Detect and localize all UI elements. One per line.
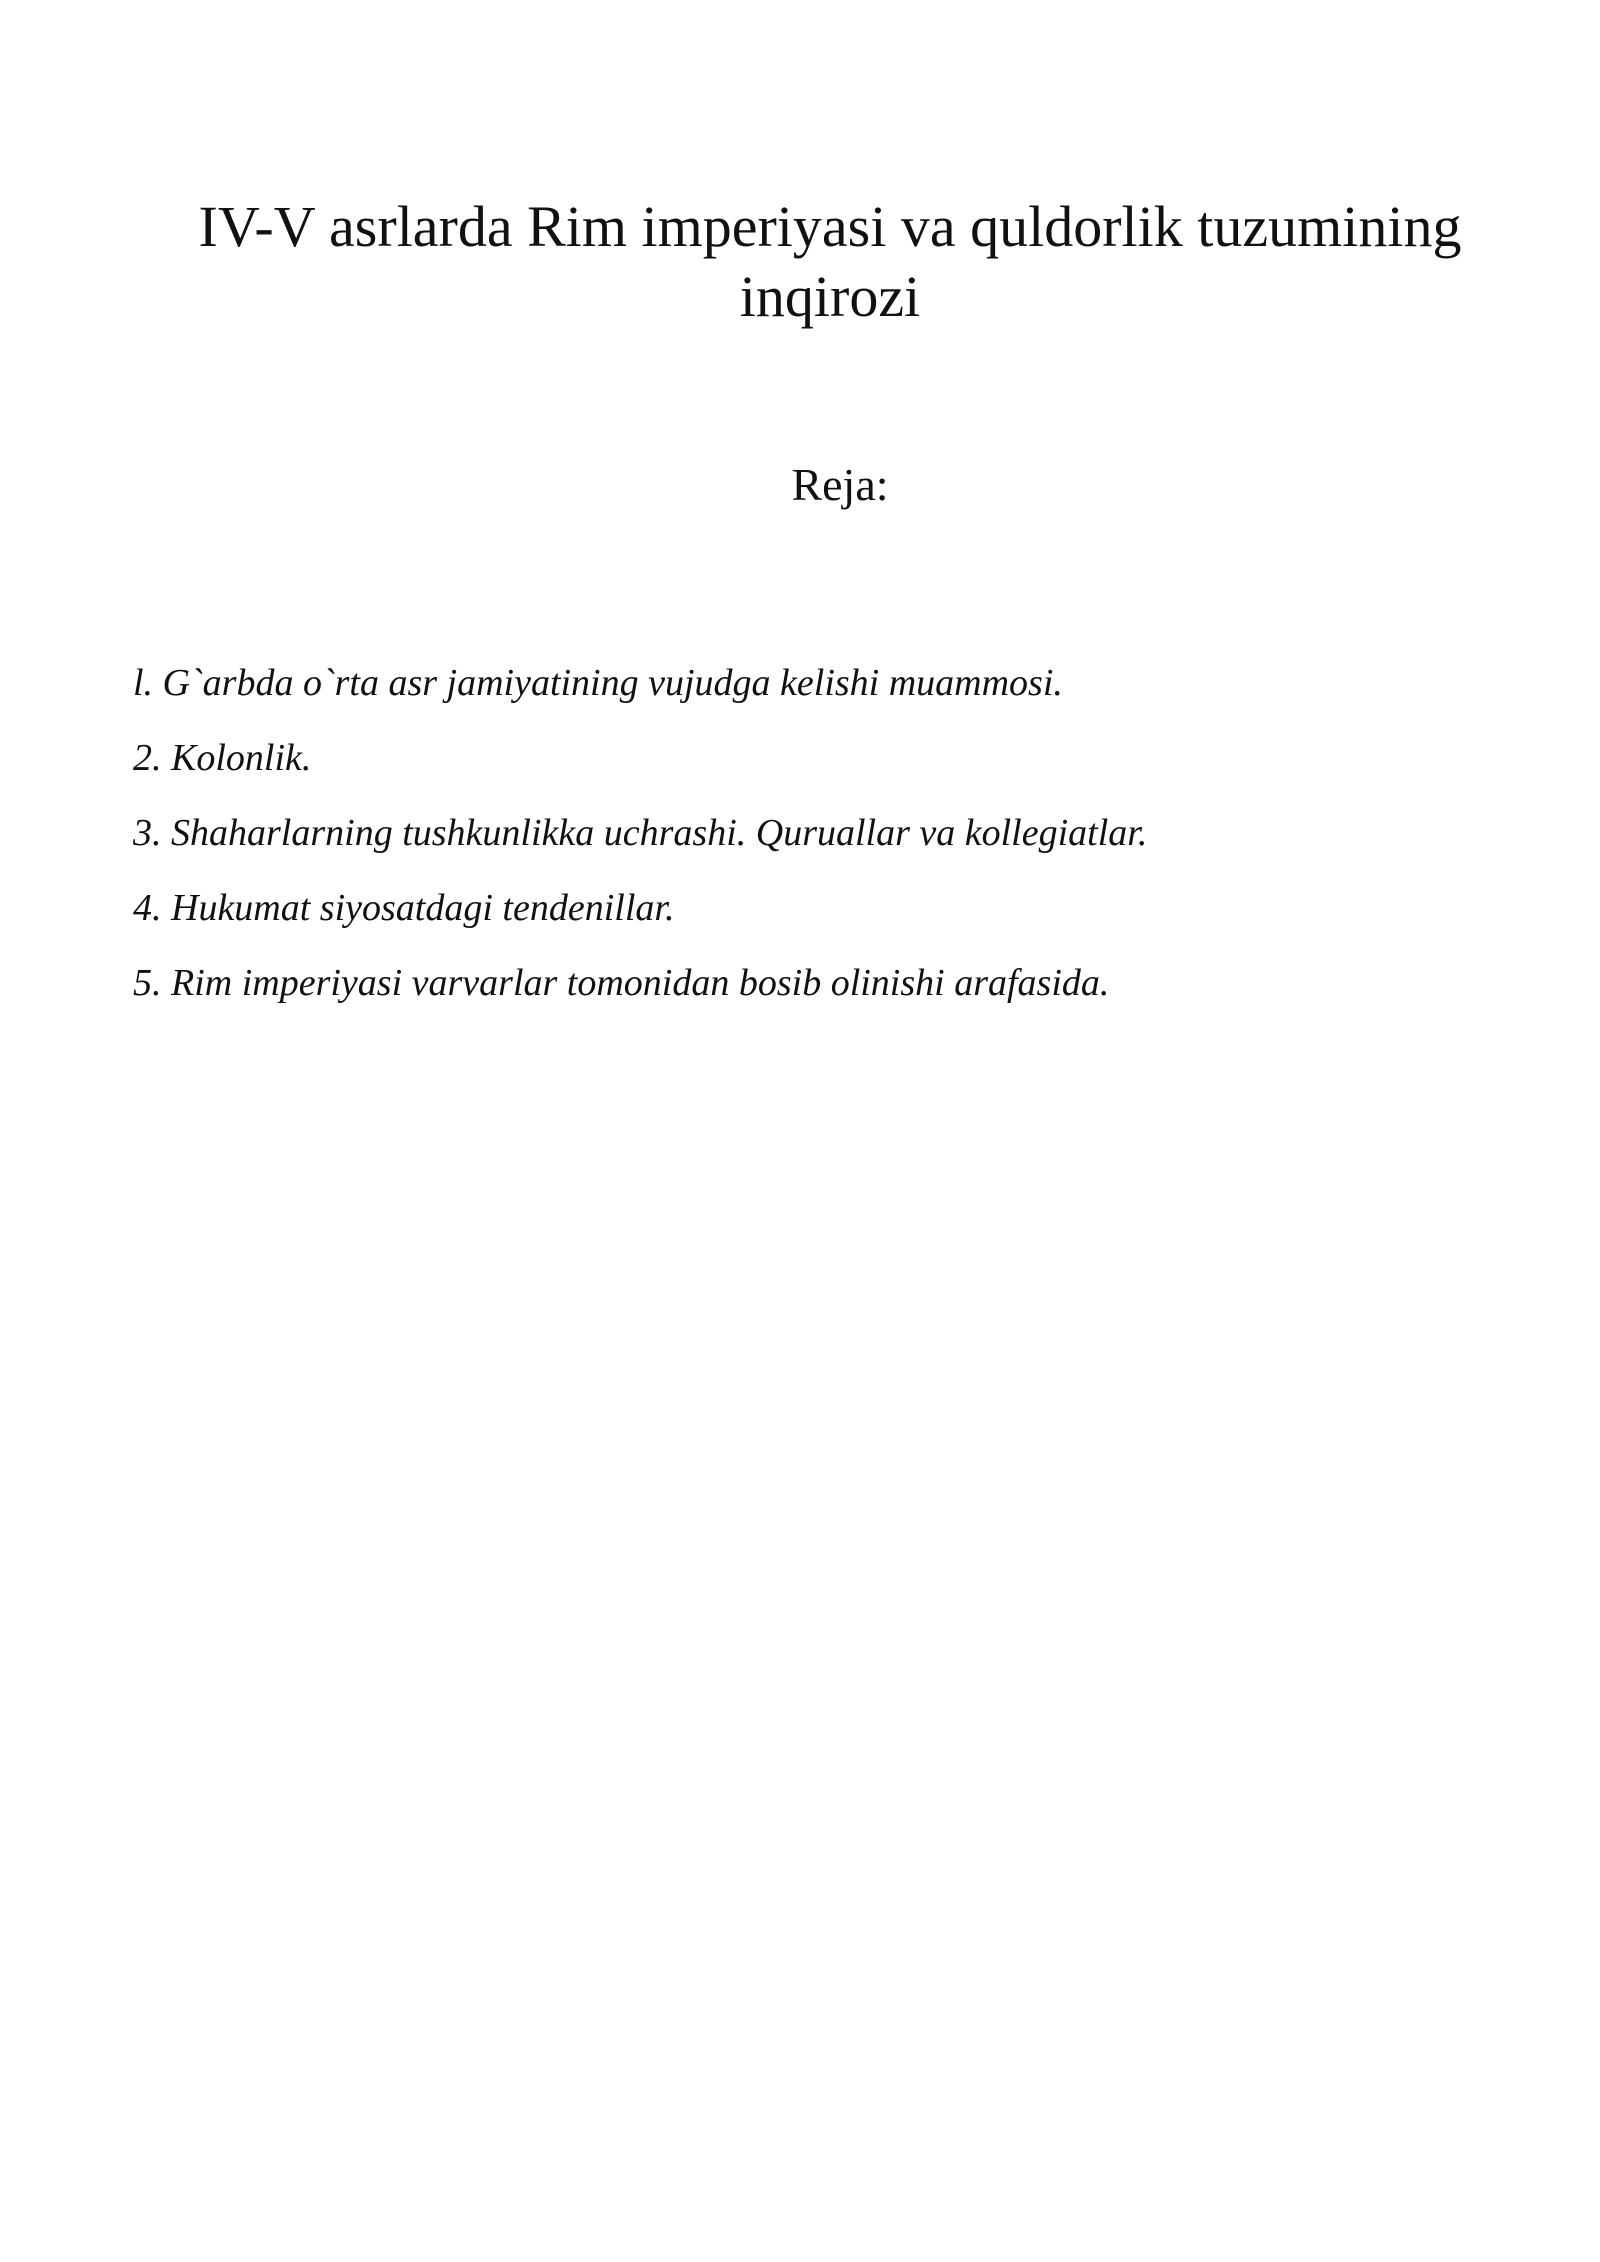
plan-item-2: 2. Kolonlik. (133, 737, 312, 779)
plan-heading: Reja: (791, 459, 889, 510)
plan-item-5: 5. Rim imperiyasi varvarlar tomonidan bosib olinishi arafasida. (133, 962, 1110, 1004)
title-line-2: inqirozi (739, 264, 921, 329)
plan-item-4: 4. Hukumat siyosatdagi tendenillar. (133, 887, 675, 929)
plan-list (133, 658, 1433, 1033)
plan-item-1: l. G`arbda o`rta asr jamiyatining vujudga kelishi muammosi. (133, 662, 1063, 704)
plan-item-3: 3. Shaharlarning tushkunlikka uchrashi. Qurиallar va kollegiatlar. (133, 812, 1148, 854)
title-line-1: IV-V asrlarda Rim imperiyasi va quldorlik tuzumining (198, 194, 1462, 259)
document-title (120, 192, 1540, 332)
